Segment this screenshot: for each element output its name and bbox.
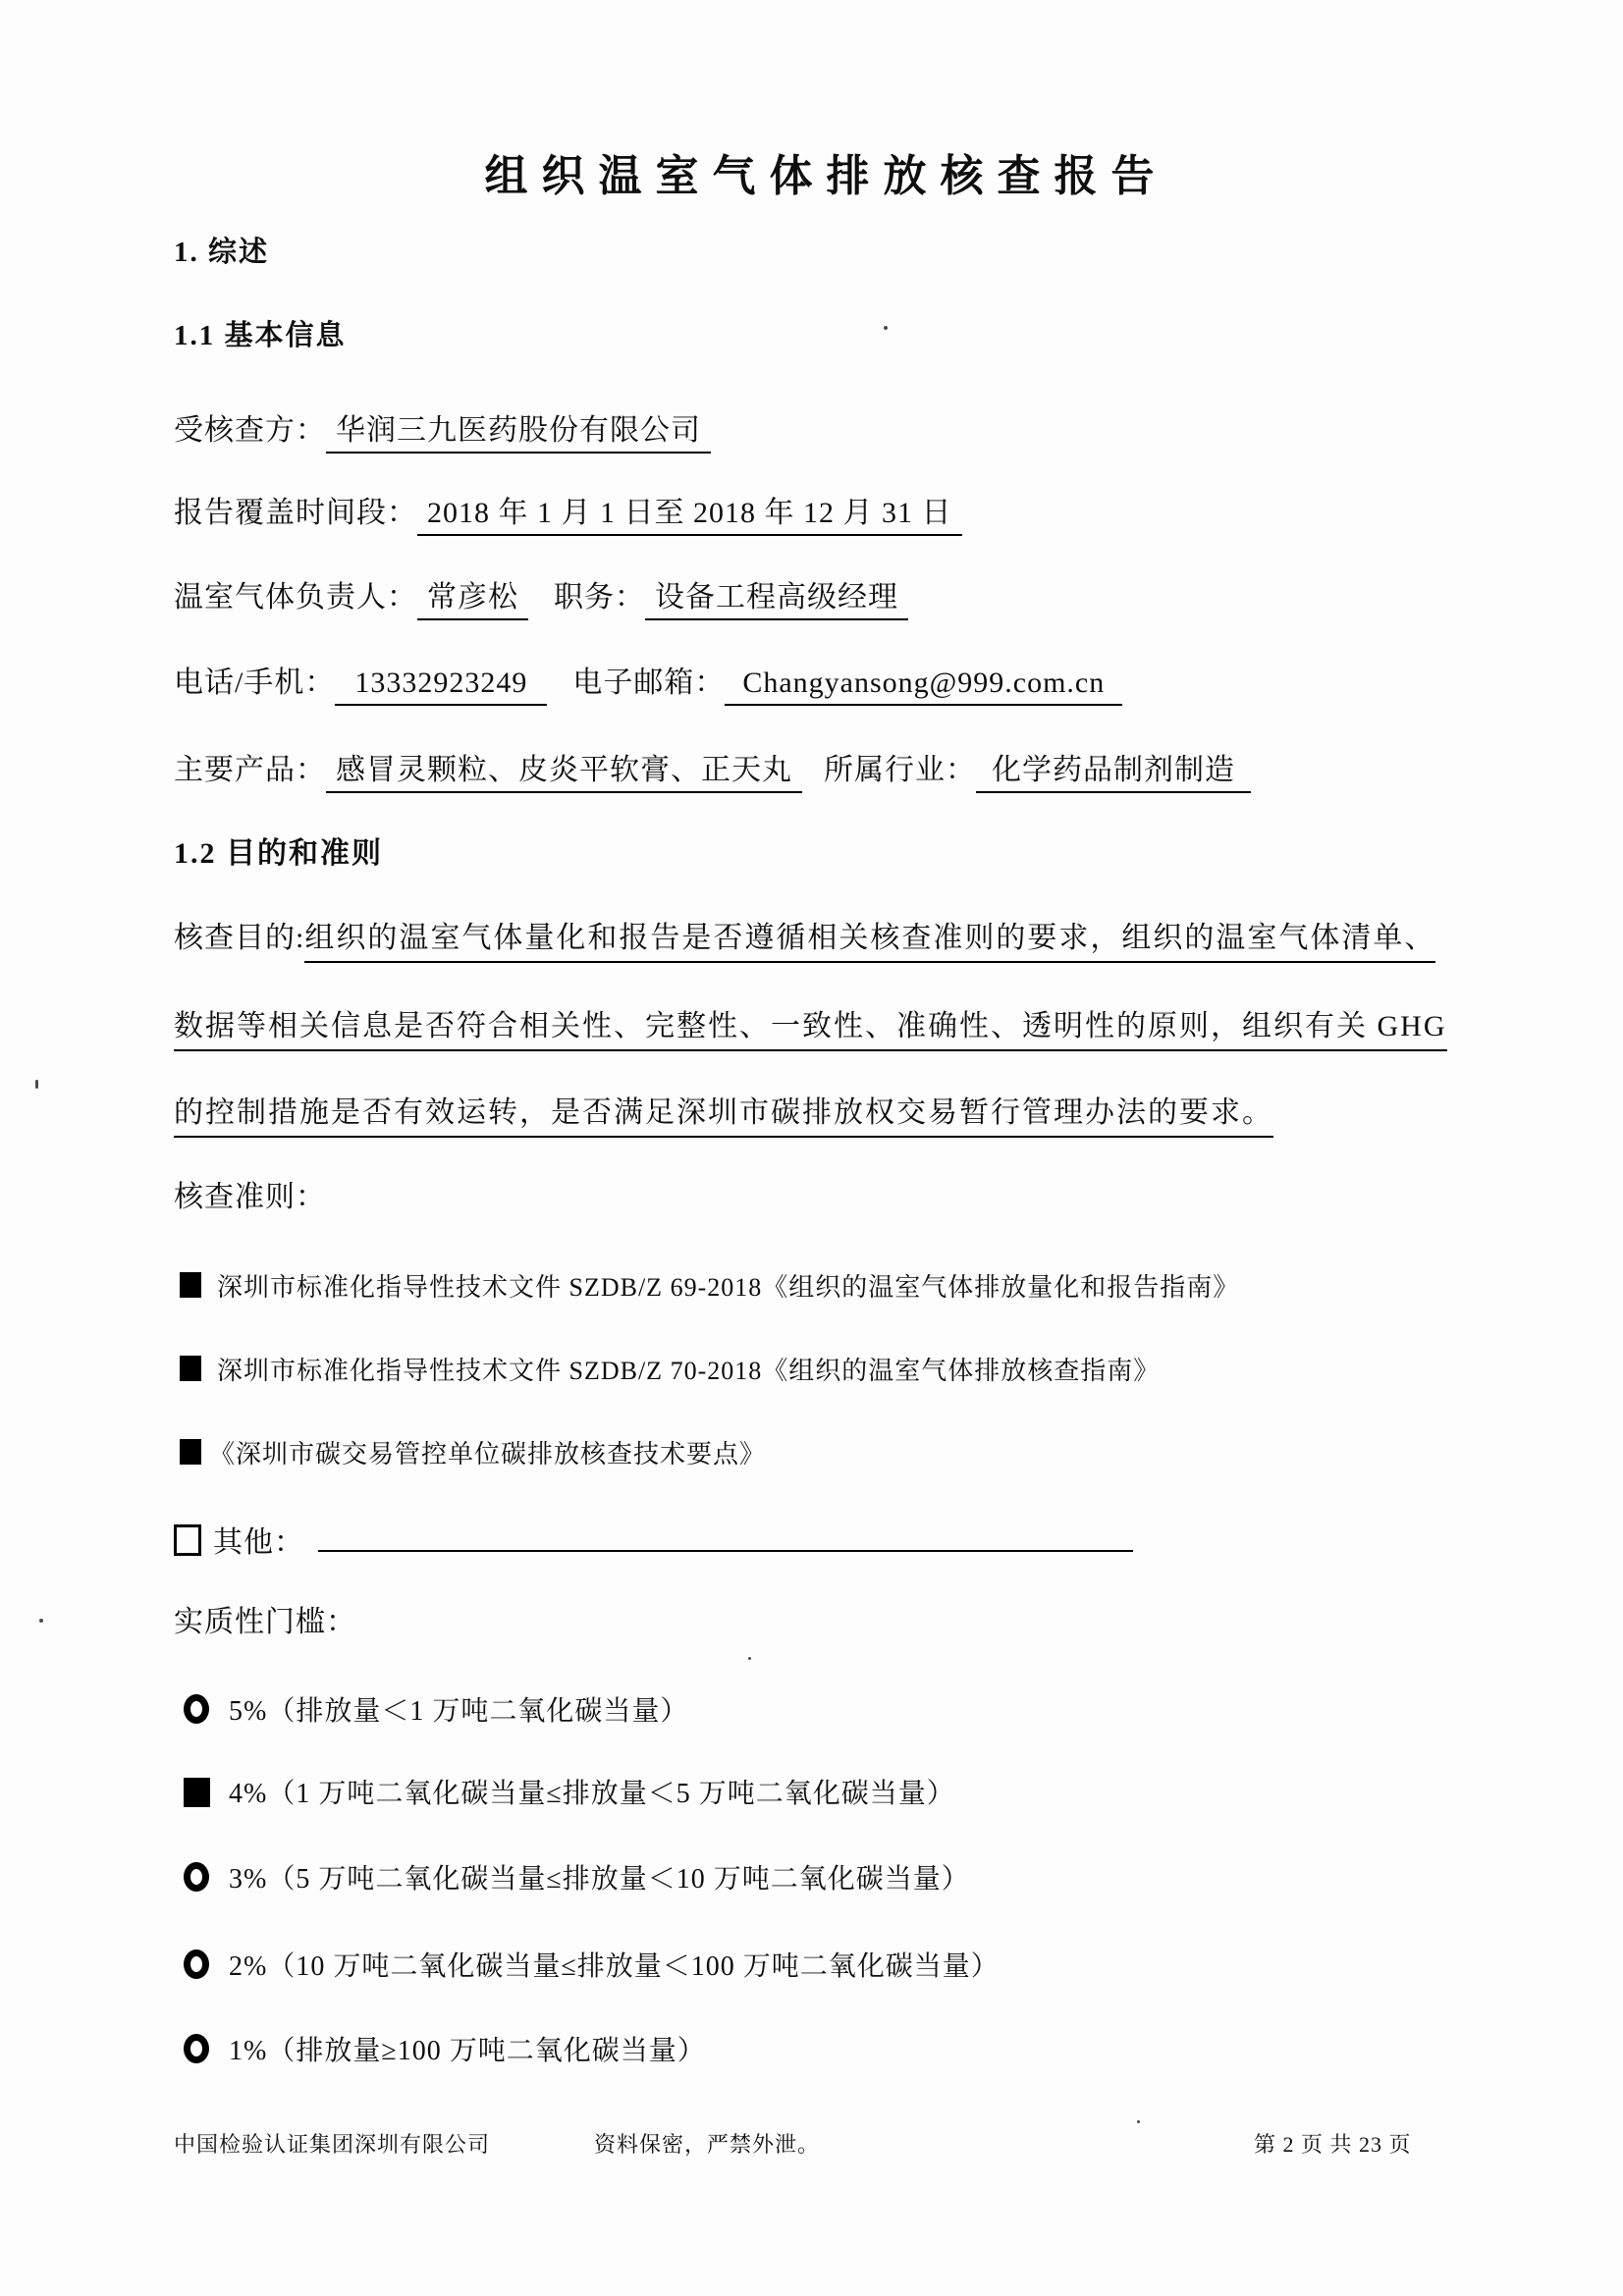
checkbox-checked-icon (180, 1356, 201, 1381)
section-1-1-heading: 1.1 基本信息 (174, 320, 347, 351)
threshold-option-text: 4%（1 万吨二氧化碳当量≤排放量＜5 万吨二氧化碳当量） (229, 1779, 955, 1809)
criteria-item (174, 1439, 766, 1468)
radio-icon (184, 2034, 209, 2063)
radio-icon (184, 1862, 209, 1892)
other-label: 其他： (213, 1526, 304, 1559)
purpose-label: 核查目的: (174, 922, 305, 954)
criteria-other-row (174, 1524, 1133, 1558)
purpose-line-1 (174, 924, 1435, 953)
checkbox-checked-icon (180, 1439, 201, 1465)
footer-company: 中国检验认证集团深圳有限公司 (174, 2132, 491, 2157)
threshold-option (174, 1778, 955, 1808)
purpose-text: 组织的温室气体量化和报告是否遵循相关核查准则的要求，组织的温室气体清单、 (304, 922, 1435, 963)
threshold-option (174, 1949, 1000, 1981)
criteria-item (174, 1272, 1239, 1301)
field-label: 电话/手机： (174, 667, 336, 699)
section-1-heading: 1. 综述 (174, 237, 270, 268)
checkbox-checked-icon (180, 1272, 201, 1298)
criteria-item-text: 深圳市标准化指导性技术文件 SZDB/Z 70-2018《组织的温室气体排放核查指南》 (217, 1357, 1161, 1385)
purpose-text: 数据等相关信息是否符合相关性、完整性、一致性、准确性、透明性的原则，组织有关 GHG (174, 1010, 1447, 1051)
footer-page-number: 第 2 页 共 23 页 (1254, 2132, 1412, 2157)
scan-speck (1137, 2120, 1140, 2123)
field-value: 13332923249 (335, 667, 547, 706)
threshold-option (174, 2034, 706, 2065)
field-value: 华润三九医药股份有限公司 (326, 414, 711, 454)
field-label: 主要产品： (174, 754, 326, 786)
threshold-option-text: 1%（排放量≥100 万吨二氧化碳当量） (229, 2036, 706, 2066)
threshold-option-text: 5%（排放量＜1 万吨二氧化碳当量） (229, 1696, 689, 1727)
threshold-label: 实质性门槛： (174, 1606, 356, 1638)
scan-speck (884, 326, 888, 330)
scan-speck (39, 1619, 43, 1623)
field-row-products-industry (174, 756, 1251, 785)
blank-underline (318, 1546, 1133, 1552)
threshold-option (174, 1862, 970, 1894)
field-value: 感冒灵颗粒、皮炎平软膏、正天丸 (326, 754, 802, 793)
field-row-phone-email (174, 668, 1122, 698)
field-label: 所属行业： (824, 754, 976, 786)
checkbox-selected-icon (184, 1778, 210, 1807)
purpose-line-2 (174, 1012, 1447, 1041)
radio-icon (184, 1694, 209, 1724)
criteria-label: 核查准则： (174, 1181, 326, 1213)
page-title: 组织温室气体排放核查报告 (484, 152, 1168, 200)
field-row-verified-party (174, 416, 711, 446)
field-label: 职务： (554, 581, 645, 614)
criteria-item-text: 深圳市标准化指导性技术文件 SZDB/Z 69-2018《组织的温室气体排放量化和报告指南》 (217, 1273, 1240, 1302)
radio-icon (184, 1949, 209, 1979)
field-row-report-period (174, 499, 962, 528)
field-label: 电子邮箱： (572, 667, 726, 699)
field-label: 报告覆盖时间段： (174, 497, 417, 529)
field-value: 化学药品制剂制造 (976, 754, 1251, 793)
criteria-item-text: 《深圳市碳交易管控单位碳排放核查技术要点》 (209, 1440, 767, 1468)
field-value: 2018 年 1 月 1 日至 2018 年 12 月 31 日 (417, 497, 962, 536)
field-value: 常彦松 (417, 581, 528, 620)
scan-speck (35, 1080, 38, 1089)
field-value: 设备工程高级经理 (645, 581, 908, 620)
scan-speck (748, 1657, 751, 1660)
checkbox-empty-icon (174, 1524, 201, 1556)
section-1-2-heading: 1.2 目的和准则 (174, 837, 383, 870)
field-value: Changyansong@999.com.cn (725, 667, 1122, 706)
footer-confidential: 资料保密，严禁外泄。 (594, 2132, 821, 2157)
threshold-option-text: 3%（5 万吨二氧化碳当量≤排放量＜10 万吨二氧化碳当量） (229, 1864, 970, 1895)
purpose-text: 的控制措施是否有效运转，是否满足深圳市碳排放权交易暂行管理办法的要求。 (174, 1096, 1273, 1138)
threshold-option (174, 1694, 688, 1726)
purpose-line-3 (174, 1098, 1273, 1128)
field-label: 温室气体负责人： (174, 581, 417, 614)
criteria-item (174, 1356, 1160, 1384)
threshold-option-text: 2%（10 万吨二氧化碳当量≤排放量＜100 万吨二氧化碳当量） (229, 1951, 1000, 1982)
field-row-ghg-manager (174, 583, 908, 613)
field-label: 受核查方： (174, 414, 326, 447)
